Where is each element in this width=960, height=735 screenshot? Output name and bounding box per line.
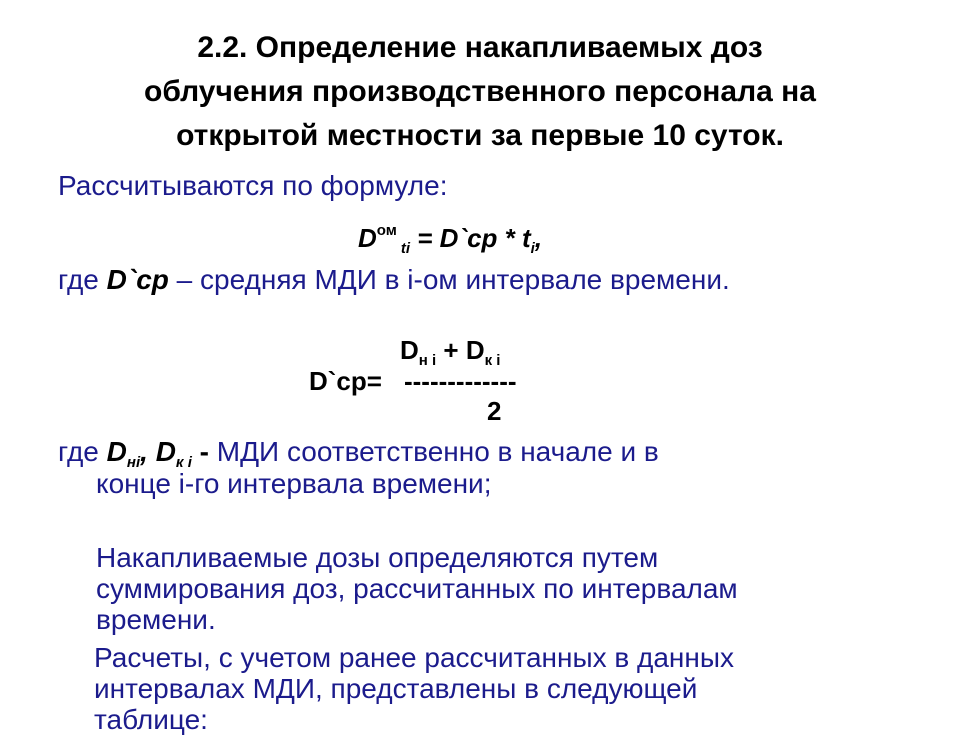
where-boundaries-sym2: D — [155, 436, 176, 467]
paragraph-accumulation — [96, 542, 738, 635]
paragraph-accumulation-line-1: Накапливаемые дозы определяются путем — [96, 542, 659, 573]
slide-title — [0, 26, 960, 158]
where-boundaries-line-2: конце i-го интервала времени; — [96, 468, 492, 499]
where-boundaries-sym1-sub: нi — [126, 454, 141, 471]
paragraph-accumulation-line-3: времени. — [96, 604, 216, 635]
formula-dose-end: , — [534, 223, 543, 253]
paragraph-table-note — [94, 642, 734, 735]
where-boundaries-dash: - — [191, 436, 209, 467]
where-boundaries-sep: , — [140, 436, 156, 467]
formula-dose-rhs: = D`ср * t — [410, 223, 531, 253]
where-average-prefix: где — [58, 264, 107, 295]
numerator-d-start: D — [400, 335, 419, 365]
formula-avg-line — [309, 366, 517, 396]
where-boundaries-text: МДИ соответственно в начале и в — [208, 436, 659, 467]
where-boundaries-sym2-sub: к i — [175, 454, 192, 471]
formula-dose — [358, 216, 542, 264]
numerator-sub-start: н i — [418, 352, 437, 369]
formula-avg-denominator: 2 — [487, 396, 502, 426]
where-average — [58, 264, 730, 296]
numerator-plus: + D — [436, 335, 485, 365]
paragraph-accumulation-line-2: суммирования доз, рассчитанных по интервалам — [96, 573, 738, 604]
where-boundaries-sym1: D — [106, 436, 127, 467]
title-line-1: 2.2. Определение накапливаемых доз — [197, 31, 763, 64]
numerator-sub-end: к i — [484, 352, 501, 369]
where-average-symbol: D`ср — [106, 264, 169, 295]
paragraph-table-note-line-1: Расчеты, с учетом ранее рассчитанных в данных — [94, 642, 734, 673]
formula-avg-fraction-bar: ------------- — [403, 366, 517, 396]
formula-avg-lhs: D`ср= — [309, 366, 382, 396]
formula-dose-sub: ti — [400, 240, 411, 257]
paragraph-table-note-line-3: таблице: — [94, 704, 208, 735]
title-line-3: открытой местности за первые 10 суток. — [176, 119, 784, 152]
formula-dose-sup: ом — [376, 222, 397, 239]
intro-text: Рассчитываются по формуле: — [58, 170, 448, 201]
where-average-text: – средняя МДИ в i-ом интервале времени. — [168, 264, 730, 295]
title-line-2: облучения производственного персонала на — [144, 75, 816, 108]
formula-dose-t-sub: i — [530, 240, 535, 257]
formula-dose-lhs: D — [358, 223, 377, 253]
where-boundaries-prefix: где — [58, 436, 107, 467]
paragraph-table-note-line-2: интервалах МДИ, представлены в следующей — [94, 673, 698, 704]
